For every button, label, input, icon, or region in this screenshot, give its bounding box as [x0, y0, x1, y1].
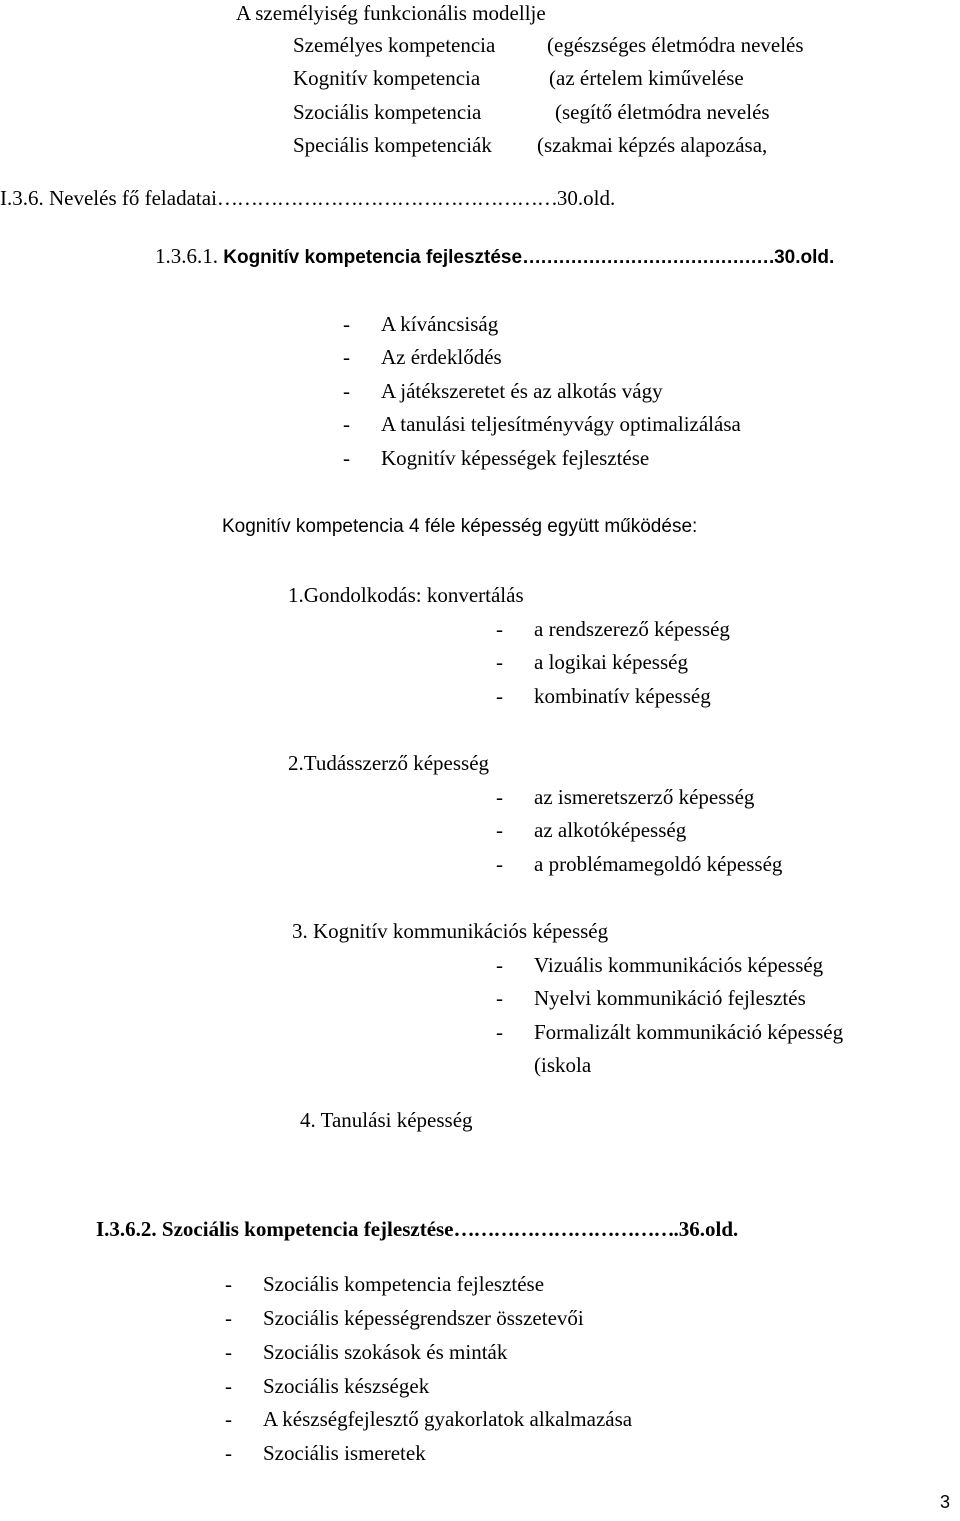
list-dash: -	[225, 1441, 232, 1465]
model-row-name: Személyes kompetencia	[293, 33, 496, 57]
list-dash: -	[343, 379, 350, 403]
list-item: a rendszerező képesség	[534, 617, 730, 641]
toc-page: .36.old.	[673, 1217, 739, 1241]
model-row-desc: (szakmai képzés alapozása,	[537, 133, 768, 157]
list-item: A kíváncsiság	[381, 312, 499, 336]
list-dash: -	[496, 1020, 503, 1044]
list-dash: -	[225, 1374, 232, 1398]
list-dash: -	[496, 953, 503, 977]
list-dash: -	[496, 852, 503, 876]
model-row-name: Szociális kompetencia	[293, 100, 482, 124]
list-item: Kognitív képességek fejlesztése	[381, 446, 650, 470]
list-item: Szociális szokások és minták	[263, 1340, 508, 1364]
list-item: a problémamegoldó képesség	[534, 852, 783, 876]
list-item: Szociális képességrendszer összetevői	[263, 1306, 584, 1330]
ability-title: 3. Kognitív kommunikációs képesség	[292, 919, 609, 943]
list-dash: -	[496, 785, 503, 809]
list-dash: -	[496, 650, 503, 674]
toc-entry-nevelés	[0, 188, 615, 209]
list-dash: -	[496, 617, 503, 641]
list-item: az alkotóképesség	[534, 818, 687, 842]
toc-page: 30.old.	[774, 247, 835, 268]
toc-page: 30.old.	[556, 186, 616, 210]
list-item: Az érdeklődés	[381, 345, 502, 369]
list-item: A tanulási teljesítményvágy optimalizálása	[381, 412, 741, 436]
toc-entry-szocialis	[96, 1219, 738, 1240]
list-dash: -	[496, 684, 503, 708]
list-dash: -	[225, 1306, 232, 1330]
list-item: Szociális kompetencia fejlesztése	[263, 1272, 545, 1296]
list-dash: -	[343, 312, 350, 336]
list-item: A készségfejlesztő gyakorlatok alkalmazása	[263, 1407, 633, 1431]
ability-title: 2.Tudásszerző képesség	[288, 751, 490, 775]
list-dash: -	[225, 1407, 232, 1431]
list-item: Szociális készségek	[263, 1374, 430, 1398]
list-item: Vizuális kommunikációs képesség	[534, 953, 824, 977]
ability-title: 4. Tanulási képesség	[300, 1108, 473, 1132]
list-dash: -	[225, 1340, 232, 1364]
ability-title: 1.Gondolkodás: konvertálás	[288, 583, 524, 607]
list-dash: -	[343, 446, 350, 470]
list-item: Formalizált kommunikáció képesség	[534, 1020, 844, 1044]
abilities-heading: Kognitív kompetencia 4 féle képesség együtt működése:	[222, 516, 698, 537]
toc-label: I.3.6.2. Szociális kompetencia fejlesztése	[96, 1217, 454, 1241]
toc-label: Kognitív kompetencia fejlesztése	[223, 247, 523, 268]
page-number: 3	[940, 1492, 951, 1512]
model-row-desc: (egészséges életmódra nevelés	[547, 33, 804, 57]
toc-label: I.3.6. Nevelés fő feladatai	[0, 186, 217, 210]
toc-entry-kognitiv	[155, 246, 834, 267]
model-row-name: Kognitív kompetencia	[293, 66, 481, 90]
model-title: A személyiség funkcionális modellje	[236, 1, 546, 25]
list-item-continuation: (iskola	[534, 1053, 592, 1077]
toc-leader: ……………………………………………	[216, 186, 557, 210]
list-dash: -	[496, 818, 503, 842]
toc-leader: ……………………………	[453, 1217, 674, 1241]
list-dash: -	[343, 345, 350, 369]
model-row-desc: (segítő életmódra nevelés	[555, 100, 770, 124]
list-dash: -	[496, 986, 503, 1010]
list-dash: -	[225, 1272, 232, 1296]
toc-leader: ……………………………………	[522, 247, 775, 268]
list-item: kombinatív képesség	[534, 684, 711, 708]
list-item: Nyelvi kommunikáció fejlesztés	[534, 986, 806, 1010]
list-dash: -	[343, 412, 350, 436]
model-row-name: Speciális kompetenciák	[293, 133, 492, 157]
list-item: az ismeretszerző képesség	[534, 785, 755, 809]
toc-number: 1.3.6.1.	[155, 244, 218, 268]
model-row-desc: (az értelem kiművelése	[549, 66, 744, 90]
list-item: a logikai képesség	[534, 650, 688, 674]
list-item: A játékszeretet és az alkotás vágy	[381, 379, 663, 403]
list-item: Szociális ismeretek	[263, 1441, 426, 1465]
